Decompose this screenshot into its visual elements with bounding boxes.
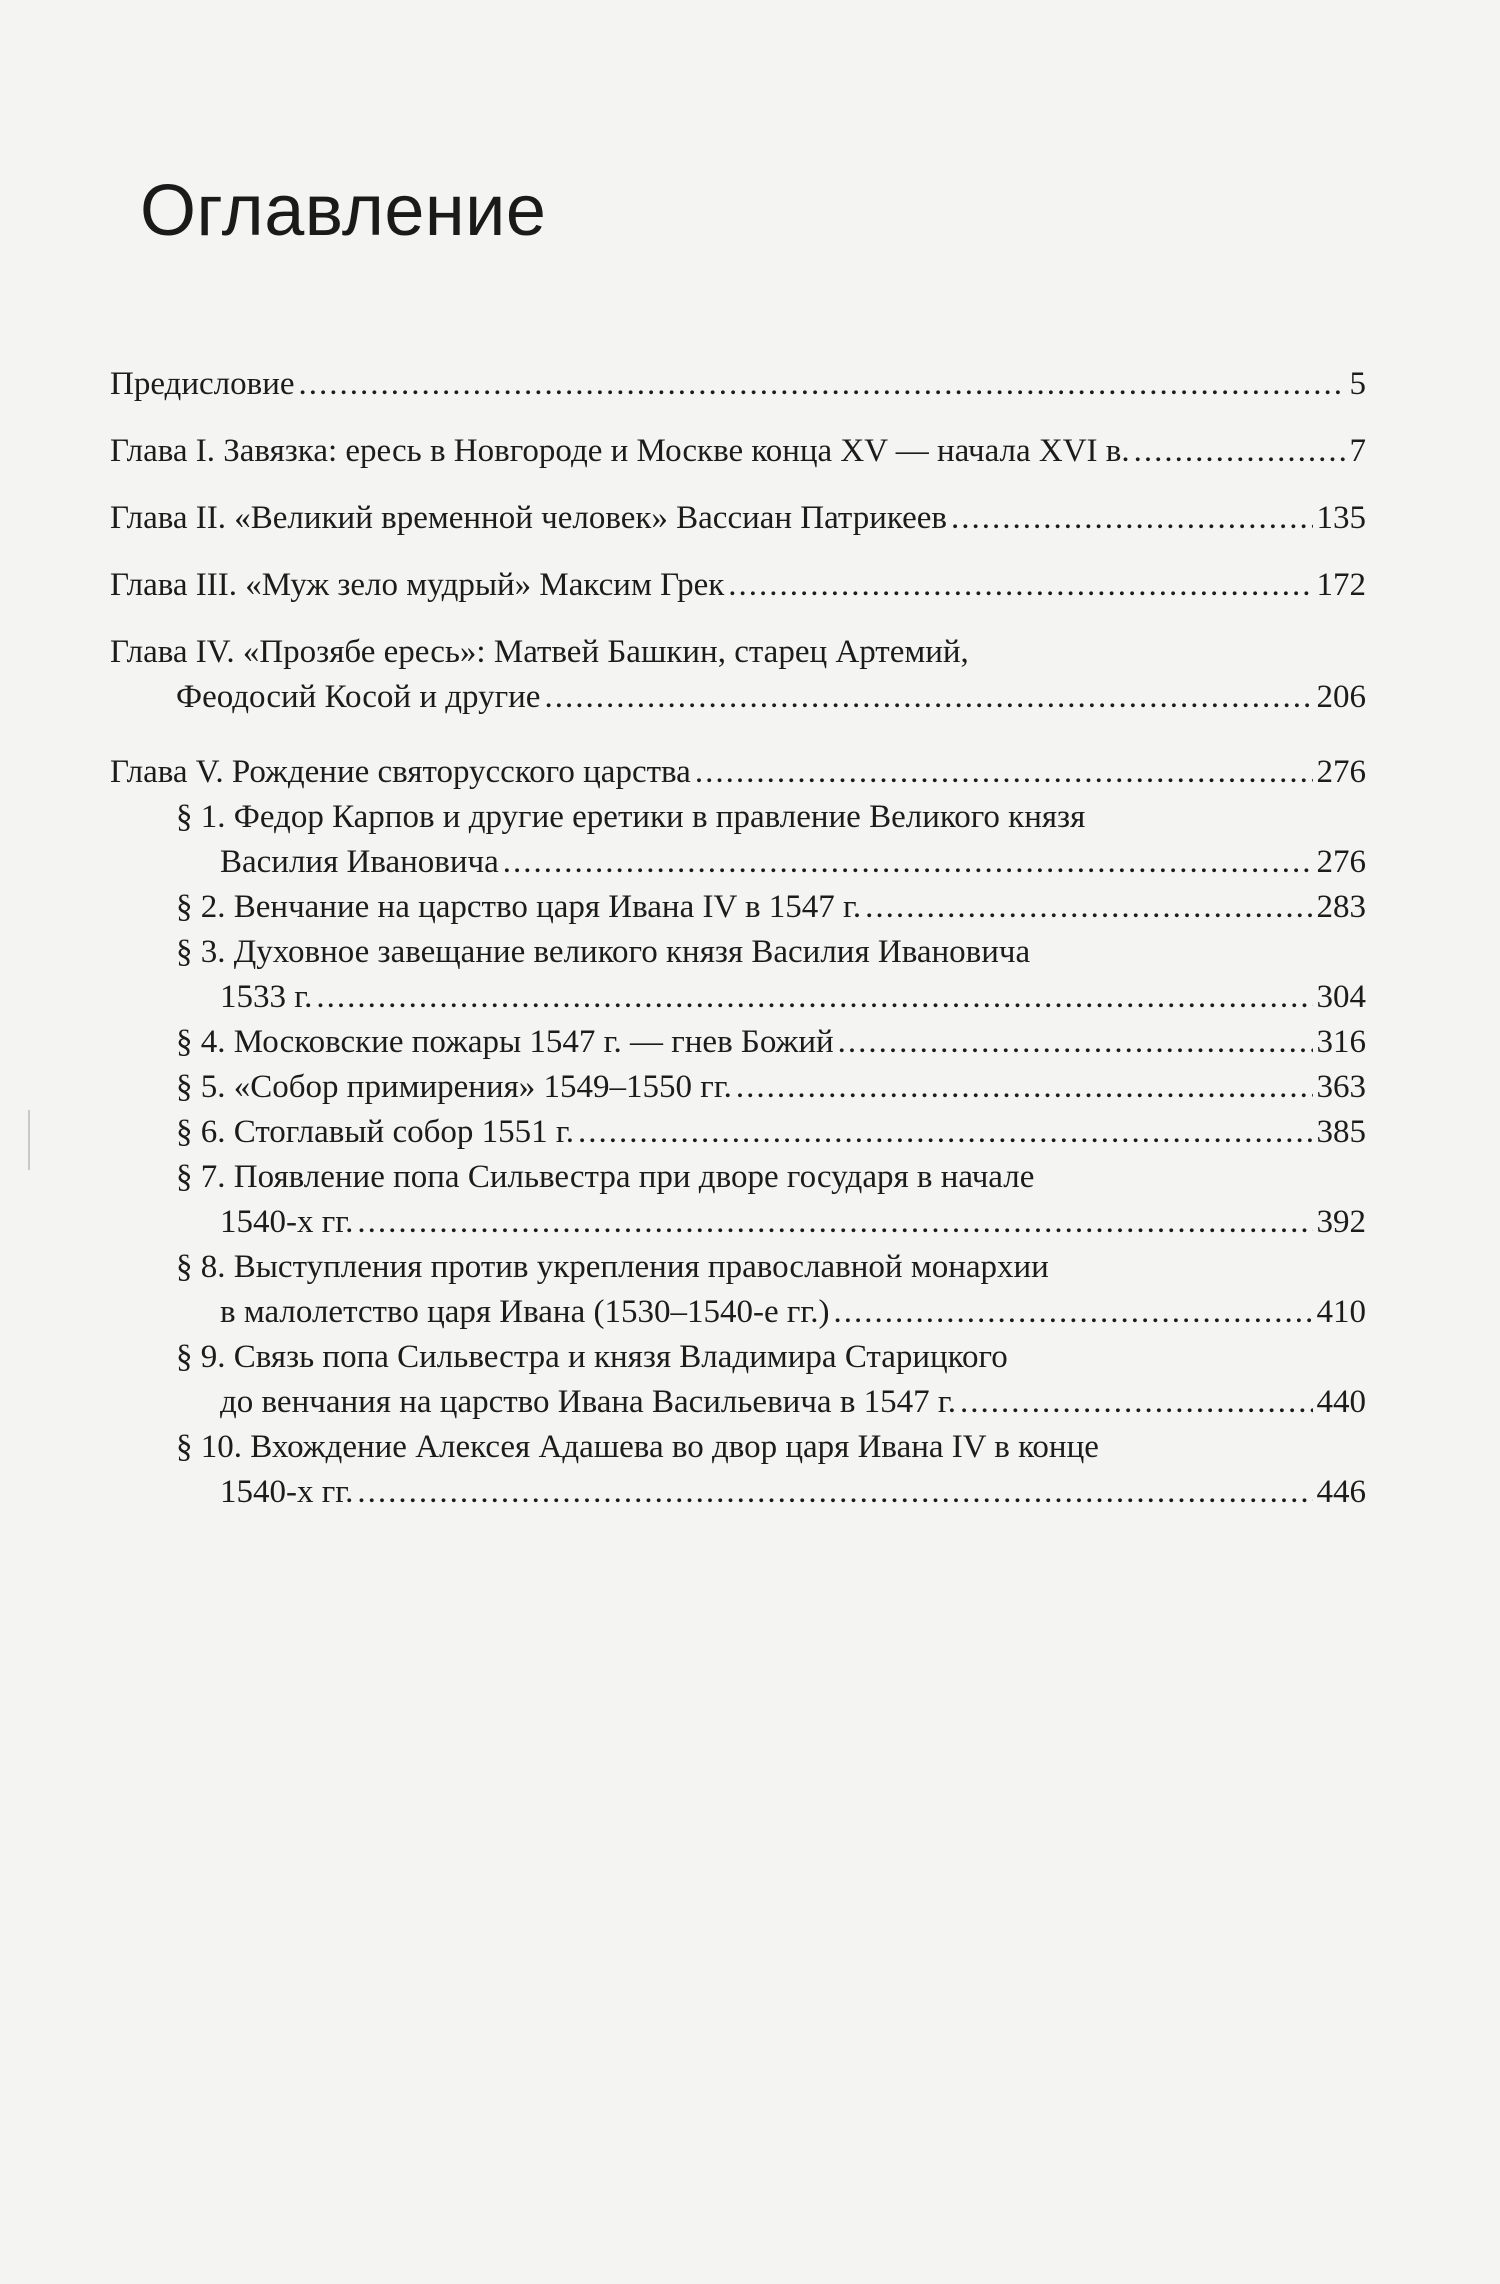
toc-entry-chapter-1[interactable]	[110, 429, 1366, 474]
toc-page-number: 440	[1316, 1384, 1366, 1420]
toc-leader-dots	[728, 563, 1312, 608]
toc-leader-dots	[1134, 429, 1346, 474]
toc-page-number: 135	[1316, 500, 1366, 536]
toc-entry-title-line1: § 8. Выступления против укрепления православной монархии	[176, 1249, 1049, 1285]
toc-leader-dots	[833, 1290, 1312, 1335]
toc-entry-title-line2: в малолетство царя Ивана (1530–1540-е гг.)	[220, 1294, 830, 1330]
page-title: Оглавление	[140, 171, 547, 251]
toc-page-number: 172	[1316, 567, 1366, 603]
toc-entry-title: § 6. Стоглавый собор 1551 г.	[176, 1114, 574, 1150]
toc-entry-section-4[interactable]	[110, 1020, 1366, 1065]
toc-entry-title-line1: § 9. Связь попа Сильвестра и князя Владимира Старицкого	[176, 1339, 1008, 1375]
toc-leader-dots	[960, 1380, 1313, 1425]
table-of-contents	[110, 362, 1366, 1515]
toc-entry-title-line2: 1533 г.	[220, 979, 313, 1015]
toc-page-number: 283	[1316, 889, 1366, 925]
toc-entry-title-line2: Василия Ивановича	[220, 844, 499, 880]
toc-entry-title: Глава II. «Великий временной человек» Вассиан Патрикеев	[110, 500, 948, 536]
toc-entry-title-line1: § 10. Вхождение Алексея Адашева во двор царя Ивана IV в конце	[176, 1429, 1099, 1465]
toc-entry-title-line1: Глава IV. «Прозябе ересь»: Матвей Башкин, старец Артемий,	[110, 634, 969, 670]
toc-page-number: 206	[1316, 679, 1366, 715]
toc-entry-title-line1: § 3. Духовное завещание великого князя Василия Ивановича	[176, 934, 1031, 970]
toc-page-number: 410	[1316, 1294, 1366, 1330]
toc-entry-chapter-5[interactable]	[110, 750, 1366, 795]
toc-leader-dots	[357, 1200, 1312, 1245]
toc-leader-dots	[316, 975, 1312, 1020]
toc-entry-title: Глава III. «Муж зело мудрый» Максим Грек	[110, 567, 725, 603]
toc-entry-chapter-3[interactable]	[110, 563, 1366, 608]
toc-entry-title: § 2. Венчание на царство царя Ивана IV в 1547 г.	[176, 889, 862, 925]
toc-entry-title-line2: 1540-х гг.	[220, 1204, 354, 1240]
chapter-5-sections	[110, 795, 1366, 1515]
toc-leader-dots	[578, 1110, 1313, 1155]
toc-entry-section-8[interactable]	[110, 1245, 1366, 1335]
toc-page-number: 7	[1349, 433, 1366, 469]
page-edge-mark	[28, 1110, 30, 1170]
toc-entry-section-1[interactable]	[110, 795, 1366, 885]
toc-entry-title-line1: § 7. Появление попа Сильвестра при дворе государя в начале	[176, 1159, 1035, 1195]
toc-leader-dots	[695, 750, 1313, 795]
toc-leader-dots	[544, 675, 1312, 720]
toc-entry-section-5[interactable]	[110, 1065, 1366, 1110]
toc-page-number: 385	[1316, 1114, 1366, 1150]
toc-entry-section-7[interactable]	[110, 1155, 1366, 1245]
toc-entry-title-line2: Феодосий Косой и другие	[176, 679, 541, 715]
toc-entry-title-line2: до венчания на царство Ивана Васильевича в 1547 г.	[220, 1384, 956, 1420]
toc-leader-dots	[736, 1065, 1313, 1110]
toc-entry-section-9[interactable]	[110, 1335, 1366, 1425]
toc-entry-section-3[interactable]	[110, 930, 1366, 1020]
toc-entry-section-2[interactable]	[110, 885, 1366, 930]
toc-leader-dots	[838, 1020, 1313, 1065]
toc-entry-chapter-4[interactable]	[110, 630, 1366, 720]
toc-entry-section-10[interactable]	[110, 1425, 1366, 1515]
toc-entry-chapter-2[interactable]	[110, 496, 1366, 541]
toc-page-number: 363	[1316, 1069, 1366, 1105]
toc-leader-dots	[357, 1470, 1312, 1515]
toc-page-number: 276	[1316, 754, 1366, 790]
toc-entry-title: Глава I. Завязка: ересь в Новгороде и Москве конца XV — начала XVI в.	[110, 433, 1130, 469]
toc-entry-title-line2: 1540-х гг.	[220, 1474, 354, 1510]
toc-page-number: 316	[1316, 1024, 1366, 1060]
toc-entry-title: § 4. Московские пожары 1547 г. — гнев Божий	[176, 1024, 834, 1060]
toc-entry-title: Глава V. Рождение святорусского царства	[110, 754, 691, 790]
toc-entry-title: Предисловие	[110, 366, 295, 402]
toc-page-number: 304	[1316, 979, 1366, 1015]
toc-page-number: 446	[1316, 1474, 1366, 1510]
toc-page-number: 392	[1316, 1204, 1366, 1240]
toc-leader-dots	[865, 885, 1312, 930]
toc-entry-title: § 5. «Собор примирения» 1549–1550 гг.	[176, 1069, 732, 1105]
toc-leader-dots	[299, 362, 1346, 407]
toc-entry-section-6[interactable]	[110, 1110, 1366, 1155]
toc-page-number: 5	[1349, 366, 1366, 402]
toc-entry-title-line1: § 1. Федор Карпов и другие еретики в правление Великого князя	[176, 799, 1086, 835]
toc-leader-dots	[951, 496, 1312, 541]
toc-page-number: 276	[1316, 844, 1366, 880]
toc-leader-dots	[503, 840, 1313, 885]
toc-entry-preface[interactable]	[110, 362, 1366, 407]
